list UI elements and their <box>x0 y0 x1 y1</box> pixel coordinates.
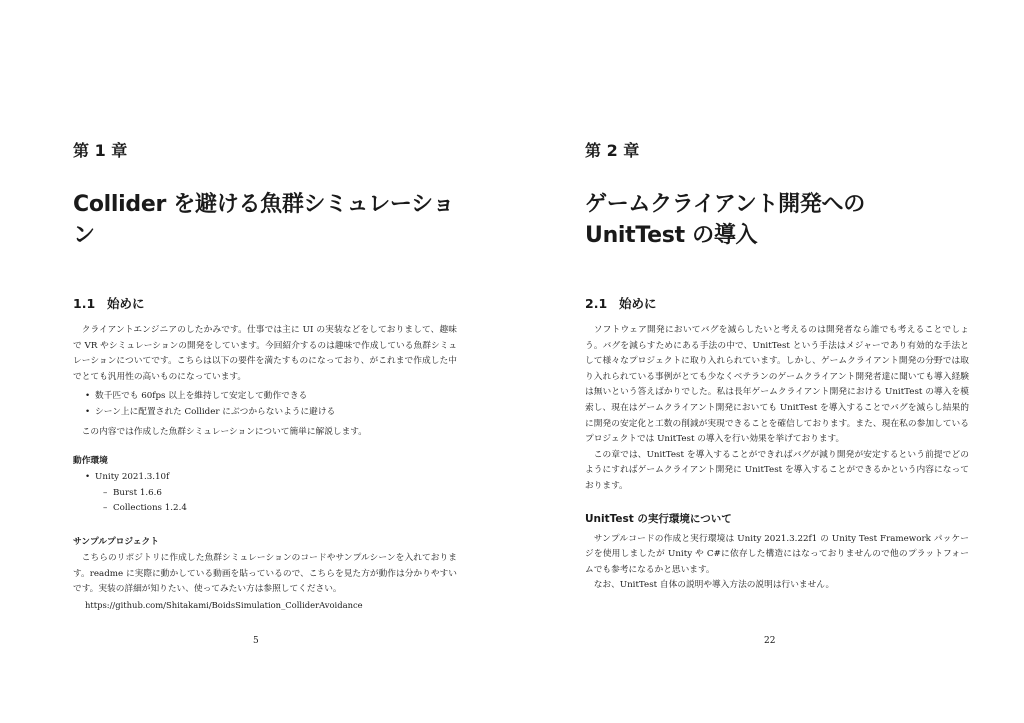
section-number: 2.1 <box>585 296 608 311</box>
intro-paragraph: クライアントエンジニアのしたかみです。仕事では主に UI の実装などをしておりまして、趣味で VR やシミュレーションの開発をしています。今回紹介するのは趣味で作成している魚群シミュレーションについてです。こちらは以下の要件を満たすものになっており、がこれまで作成した中でとても汎用性の高いものになっています。 <box>73 325 457 382</box>
note-paragraph: なお、UnitTest 自体の説明や導入方法の説明は行いません。 <box>593 580 835 591</box>
section-title: 始めに <box>619 296 657 311</box>
summary-paragraph: この内容では作成した魚群シミュレーションについて簡単に解説します。 <box>81 426 367 437</box>
list-item: – Burst 1.6.6 <box>103 486 457 502</box>
environment-heading: UnitTest の実行環境について <box>585 512 732 525</box>
environment-sublist <box>73 486 457 517</box>
chapter-title: Collider を避ける魚群シミュレーション <box>73 192 455 248</box>
page-number: 22 <box>764 636 776 646</box>
section-heading <box>73 294 457 312</box>
list-item: • 数千匹でも 60fps 以上を維持して安定して動作できる <box>85 389 457 405</box>
section-heading <box>585 294 969 312</box>
right-page <box>512 0 1024 723</box>
chapter-title <box>585 189 969 251</box>
section-number: 1.1 <box>73 296 96 311</box>
chapter-title-line: UnitTest の導入 <box>585 223 758 248</box>
left-page-content <box>73 138 457 613</box>
scope-paragraph: この章では、UnitTest を導入することができればバグが減り開発が安定するという前提でどのようにすればゲームクライアント開発に UnitTest を導入することができるかという内容になっております。 <box>585 449 969 491</box>
environment-paragraph: サンプルコードの作成と実行環境は Unity 2021.3.22f1 の Unity Test Framework パッケージを使用しましたが Unity や C#に依存した構造にはなっておりませんので他のプラットフォームでも参考になるかと思います。 <box>585 533 969 575</box>
list-item: • Unity 2021.3.10f <box>85 470 457 486</box>
chapter-number: 第 2 章 <box>585 141 640 160</box>
section-title: 始めに <box>107 296 145 311</box>
repository-link[interactable]: https://github.com/Shitakami/BoidsSimulation_ColliderAvoidance <box>85 599 363 610</box>
right-page-content <box>585 138 969 594</box>
sample-project-heading: サンプルプロジェクト <box>73 536 159 547</box>
page-number: 5 <box>253 636 259 646</box>
list-item: • シーン上に配置された Collider にぶつからないように避ける <box>85 405 457 421</box>
chapter-title-line: ゲームクライアント開発への <box>585 192 865 217</box>
requirements-list <box>73 389 457 420</box>
chapter-number: 第 1 章 <box>73 141 128 160</box>
sample-project-paragraph: こちらのリポジトリに作成した魚群シミュレーションのコードやサンプルシーンを入れております。readme に実際に動かしている動画を貼っているので、こちらを見た方が動作は分かりやすいです。実装の詳細が知りたい、使ってみたい方は参照してください。 <box>73 552 457 595</box>
intro-paragraph: ソフトウェア開発においてバグを減らしたいと考えるのは開発者なら誰でも考えることでしょう。バグを減らすためにある手法の中で、UnitTest という手法はメジャーであり有効的な手法として様々なプロジェクトに取り入れられています。しかし、ゲームクライアント開発の分野では取り入れられている事例がとても少なくベテランのゲームクライアント開発者達に聞いても導入経験は無いという答えばかりでした。私は長年ゲームクライアント開発における UnitTest の導入を模索し、現在はゲームクライアント開発においても UnitTest を導入することでバグを減らし結果的に開発の安定化と工数の削減が実現できることを確信しております。また、現在私の参加しているプロジェクトでは UnitTest の導入を行い効果を挙げております。 <box>585 325 969 445</box>
environment-list <box>73 470 457 486</box>
list-item: – Collections 1.2.4 <box>103 501 457 517</box>
environment-heading: 動作環境 <box>73 456 108 467</box>
